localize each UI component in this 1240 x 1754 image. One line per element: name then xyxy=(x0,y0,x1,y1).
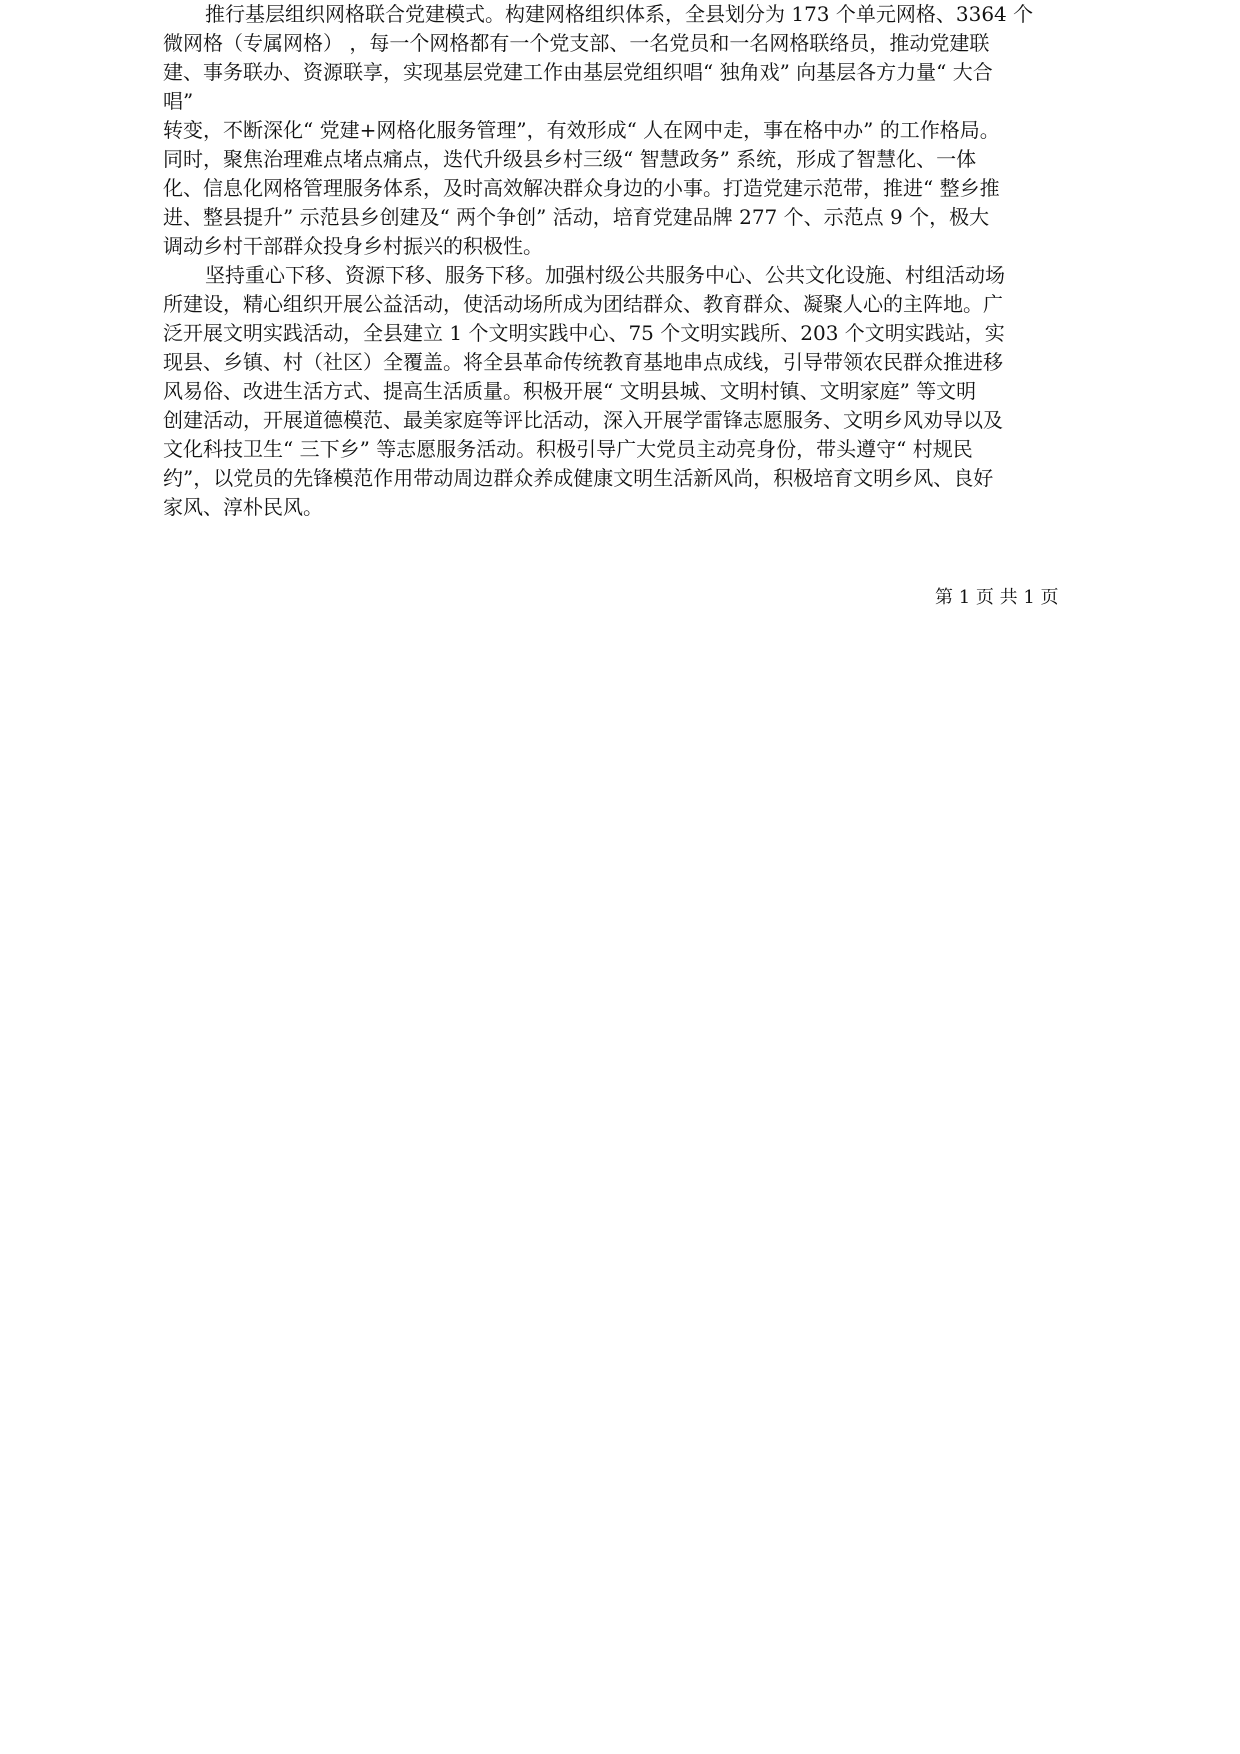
paragraph-line: 调动乡村干部群众投身乡村振兴的积极性。 xyxy=(163,234,543,258)
paragraph-line: 家风、淳朴民风。 xyxy=(163,495,323,519)
paragraph-line: 进、整县提升” 示范县乡创建及“ 两个争创” 活动，培育党建品牌 277 个、示范点 9 个，极大 xyxy=(163,205,990,229)
paragraph-line: 化、信息化网格管理服务体系，及时高效解决群众身边的小事。打造党建示范带，推进“ 整乡推 xyxy=(163,176,1000,200)
paragraph-1 xyxy=(163,0,1093,261)
paragraph-line: 推行基层组织网格联合党建模式。构建网格组织体系，全县划分为 173 个单元网格、3364 个 xyxy=(205,2,1034,26)
paragraph-line: 现县、乡镇、村（社区）全覆盖。将全县革命传统教育基地串点成线，引导带领农民群众推进移 xyxy=(163,350,1003,374)
paragraph-line: 同时，聚焦治理难点堵点痛点，迭代升级县乡村三级“ 智慧政务” 系统，形成了智慧化、一体 xyxy=(163,147,977,171)
paragraph-line: 建、事务联办、资源联享，实现基层党建工作由基层党组织唱“ 独角戏” 向基层各方力量“ 大合 xyxy=(163,60,993,84)
document-body xyxy=(163,0,1093,522)
paragraph-line: 微网格（专属网格） ，每一个网格都有一个党支部、一名党员和一名网格联络员，推动党建联 xyxy=(163,31,990,55)
paragraph-line: 风易俗、改进生活方式、提高生活质量。积极开展“ 文明县城、文明村镇、文明家庭” 等文明 xyxy=(163,379,977,403)
paragraph-line: 唱” xyxy=(163,89,194,113)
paragraph-line: 泛开展文明实践活动，全县建立 1 个文明实践中心、75 个文明实践所、203 个文明实践站，实 xyxy=(163,321,1005,345)
page-footer: 第 1 页 共 1 页 xyxy=(935,587,1059,608)
paragraph-line: 转变，不断深化“ 党建+网格化服务管理”，有效形成“ 人在网中走，事在格中办” 的工作格局。 xyxy=(163,118,1000,142)
paragraph-2 xyxy=(163,261,1093,522)
paragraph-line: 创建活动，开展道德模范、最美家庭等评比活动，深入开展学雷锋志愿服务、文明乡风劝导以及 xyxy=(163,408,1003,432)
paragraph-line: 坚持重心下移、资源下移、服务下移。加强村级公共服务中心、公共文化设施、村组活动场 xyxy=(205,263,1005,287)
paragraph-line: 文化科技卫生“ 三下乡” 等志愿服务活动。积极引导广大党员主动亮身份，带头遵守“ 村规民 xyxy=(163,437,973,461)
paragraph-line: 约”，以党员的先锋模范作用带动周边群众养成健康文明生活新风尚，积极培育文明乡风、良好 xyxy=(163,466,994,490)
paragraph-line: 所建设，精心组织开展公益活动，使活动场所成为团结群众、教育群众、凝聚人心的主阵地。广 xyxy=(163,292,1003,316)
